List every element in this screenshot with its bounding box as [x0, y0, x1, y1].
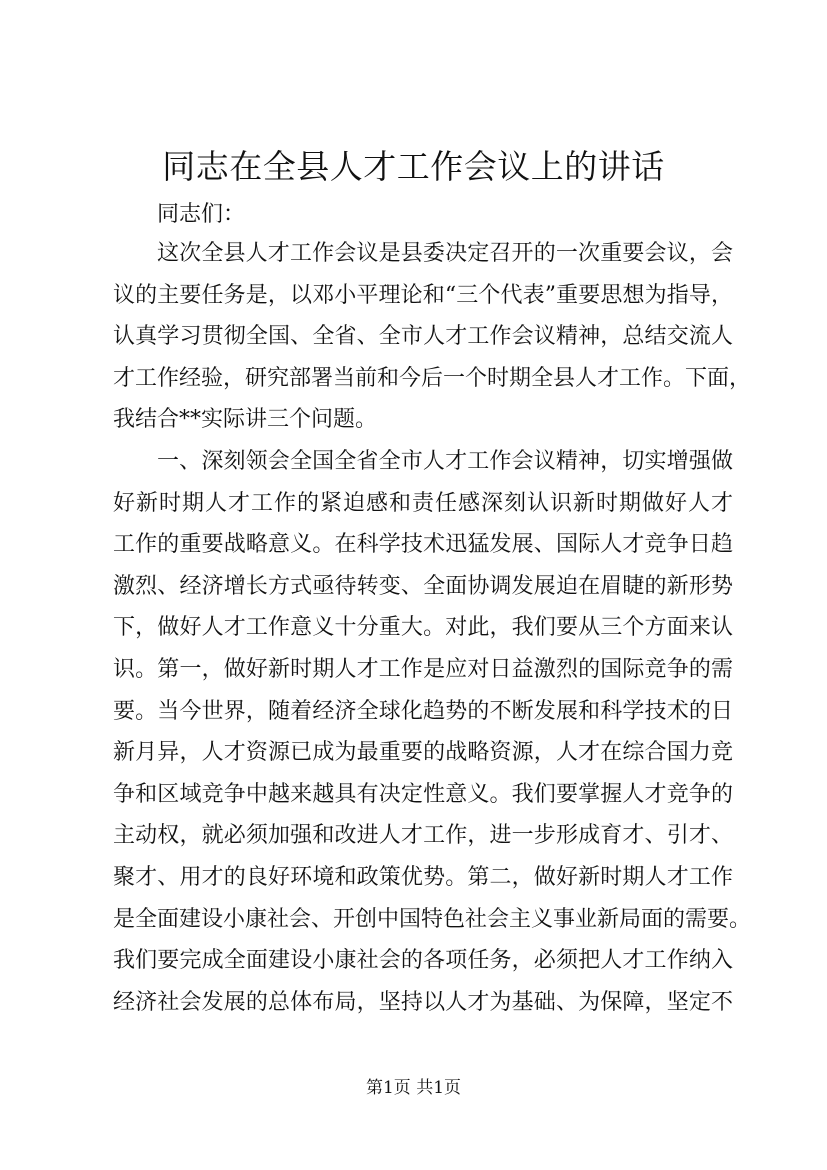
- paragraph-2: [113, 441, 752, 1023]
- paragraph-line: 一、深刻领会全国全省全市人才工作会议精神，切实增强做: [157, 449, 733, 474]
- paragraph-line: 好新时期人才工作的紧迫感和责任感深刻认识新时期做好人才: [113, 490, 733, 516]
- paragraph-line: 激烈、经济增长方式亟待转变、全面协调发展迫在眉睫的新形势: [113, 573, 733, 599]
- paragraph-line: 认真学习贯彻全国、全省、全市人才工作会议精神，总结交流人: [113, 324, 733, 350]
- paragraph-line: 下，做好人才工作意义十分重大。对此，我们要从三个方面来认: [113, 615, 733, 641]
- paragraph-line: 是全面建设小康社会、开创中国特色社会主义事业新局面的需要。: [113, 906, 752, 932]
- paragraph-line: 我们要完成全面建设小康社会的各项任务，必须把人才工作纳入: [113, 948, 733, 974]
- paragraph-line: 识。第一，做好新时期人才工作是应对日益激烈的国际竞争的需: [113, 656, 733, 682]
- paragraph-line: 新月异，人才资源已成为最重要的战略资源，人才在综合国力竞: [113, 740, 733, 766]
- paragraph-line: 议的主要任务是，以邓小平理论和“三个代表”重要思想为指导，: [113, 282, 733, 308]
- paragraph-line: 经济社会发展的总体布局，坚持以人才为基础、为保障，坚定不: [113, 989, 733, 1015]
- document-title: 同志在全县人才工作会议上的讲话: [162, 147, 665, 186]
- paragraph-line: 主动权，就必须加强和改进人才工作，进一步形成育才、引才、: [113, 823, 733, 849]
- paragraph-line: 才工作经验，研究部署当前和今后一个时期全县人才工作。下面，: [113, 365, 752, 391]
- paragraph-line: 争和区域竞争中越来越具有决定性意义。我们要掌握人才竞争的: [113, 781, 733, 807]
- paragraph-1: [113, 233, 752, 441]
- paragraph-line: 这次全县人才工作会议是县委决定召开的一次重要会议，会: [157, 241, 733, 266]
- paragraph-line: 我结合**实际讲三个问题。: [113, 407, 378, 433]
- paragraph-line: 聚才、用才的良好环境和政策优势。第二，做好新时期人才工作: [113, 864, 733, 890]
- greeting: 同志们：: [157, 202, 246, 227]
- paragraph-line: 工作的重要战略意义。在科学技术迅猛发展、国际人才竞争日趋: [113, 532, 733, 558]
- paragraph-line: 要。当今世界，随着经济全球化趋势的不断发展和科学技术的日: [113, 698, 733, 724]
- page-footer: 第1页 共1页: [365, 1078, 462, 1098]
